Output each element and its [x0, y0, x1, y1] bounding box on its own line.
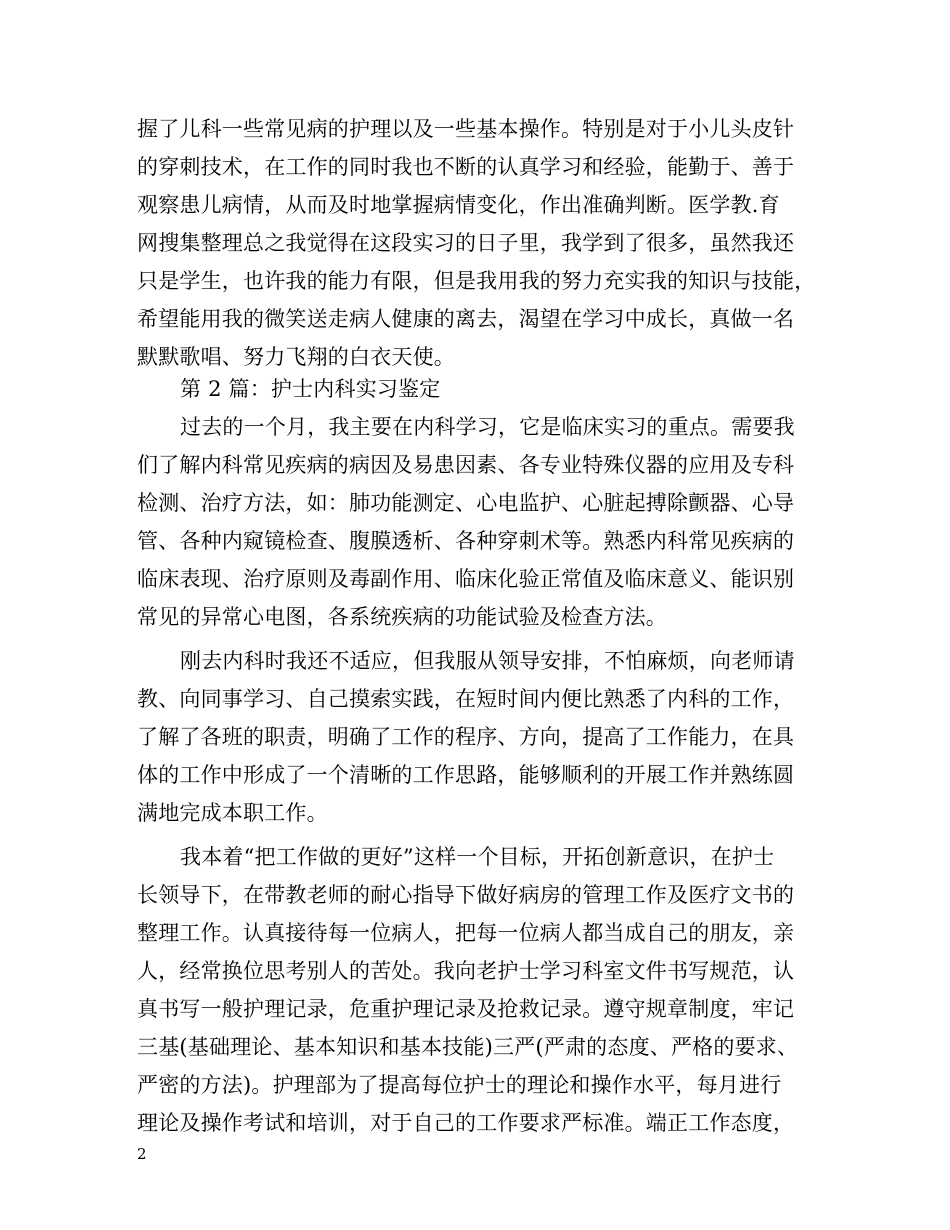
text-line: 常见的异常心电图，各系统疾病的功能试验及检查方法。: [137, 605, 667, 629]
section-heading: 第 2 篇：护士内科实习鉴定: [180, 377, 441, 401]
page-number: 2: [137, 1145, 147, 1163]
text-line: 握了儿科一些常见病的护理以及一些基本操作。特别是对于小儿头皮针: [137, 117, 795, 141]
text-line: 观察患儿病情，从而及时地掌握病情变化，作出准确判断。医学教.育: [137, 193, 780, 217]
text-line: 真书写一般护理记录，危重护理记录及抢救记录。遵守规章制度，牢记: [137, 997, 795, 1021]
text-line: 满地完成本职工作。: [137, 801, 328, 825]
text-line: 刚去内科时我还不适应，但我服从领导安排，不怕麻烦，向老师请: [180, 649, 795, 673]
text-line: 检测、治疗方法，如：肺功能测定、心电监护、心脏起搏除颤器、心导: [137, 491, 795, 515]
text-line: 管、各种内窥镜检查、腹膜透析、各种穿刺术等。熟悉内科常见疾病的: [137, 529, 795, 553]
text-line: 过去的一个月，我主要在内科学习，它是临床实习的重点。需要我: [180, 415, 795, 439]
text-line: 整理工作。认真接待每一位病人，把每一位病人都当成自己的朋友，亲: [137, 921, 795, 945]
text-line: 了解了各班的职责，明确了工作的程序、方向，提高了工作能力，在具: [137, 725, 795, 749]
text-line: 希望能用我的微笑送走病人健康的离去，渴望在学习中成长，真做一名: [137, 307, 795, 331]
text-line: 教、向同事学习、自己摸索实践，在短时间内便比熟悉了内科的工作，: [137, 687, 795, 711]
text-line: 的穿刺技术，在工作的同时我也不断的认真学习和经验，能勤于、善于: [137, 155, 795, 179]
text-line: 只是学生，也许我的能力有限，但是我用我的努力充实我的知识与技能，: [137, 269, 816, 293]
text-line: 体的工作中形成了一个清晰的工作思路，能够顺利的开展工作并熟练圆: [137, 763, 795, 787]
text-line: 理论及操作考试和培训，对于自己的工作要求严标准。端正工作态度，: [137, 1111, 795, 1135]
text-line: 们了解内科常见疾病的病因及易患因素、各专业特殊仪器的应用及专科: [137, 453, 795, 477]
text-line: 我本着“把工作做的更好”这样一个目标，开拓创新意识，在护士: [180, 845, 775, 869]
text-line: 临床表现、治疗原则及毒副作用、临床化验正常值及临床意义、能识别: [137, 567, 795, 591]
text-line: 网搜集整理总之我觉得在这段实习的日子里，我学到了很多，虽然我还: [137, 231, 795, 255]
text-line: 三基(基础理论、基本知识和基本技能)三严(严肃的态度、严格的要求、: [137, 1035, 799, 1059]
text-line: 默默歌唱、努力飞翔的白衣天使。: [137, 345, 455, 369]
text-line: 人，经常换位思考别人的苦处。我向老护士学习科室文件书写规范，认: [137, 959, 795, 983]
text-line: 严密的方法)。护理部为了提高每位护士的理论和操作水平，每月进行: [137, 1073, 782, 1097]
text-line: 长领导下，在带教老师的耐心指导下做好病房的管理工作及医疗文书的: [137, 883, 795, 907]
